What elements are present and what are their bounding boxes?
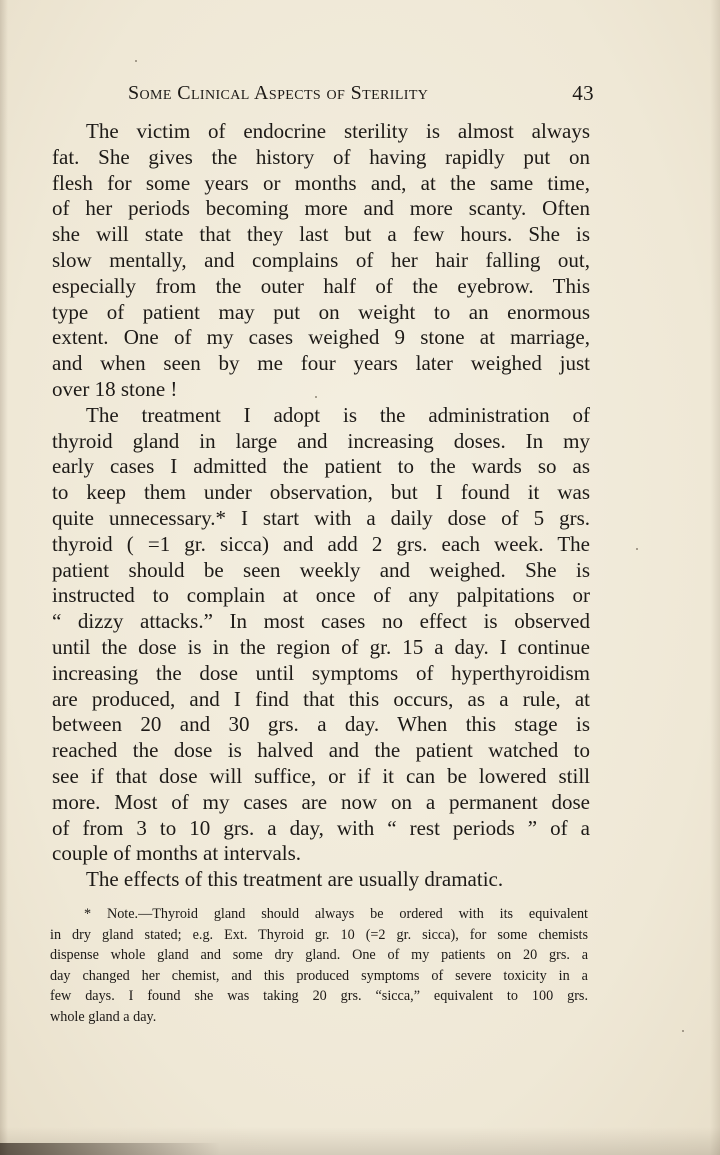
body-line: and when seen by me four years later weighed just [52, 351, 590, 376]
page-left-shadow [0, 0, 8, 1155]
body-line: The victim of endocrine sterility is almost always [86, 119, 590, 143]
body-line: quite unnecessary.* I start with a daily dose of 5 grs. [52, 505, 590, 530]
body-line: are produced, and I find that this occurs, as a rule, at [52, 686, 590, 711]
body-line: of from 3 to 10 grs. a day, with “ rest periods ” of a [52, 815, 590, 840]
footnote-line: whole gland a day. [50, 1008, 157, 1025]
body-line: see if that dose will suffice, or if it can be lowered still [52, 763, 590, 788]
body-line: “ dizzy attacks.” In most cases no effect is observed [52, 609, 590, 634]
body-line: she will state that they last but a few hours. She is [52, 222, 590, 247]
body-line: instructed to complain at once of any palpitations or [52, 583, 590, 608]
body-line: more. Most of my cases are now on a permanent dose [52, 789, 590, 814]
body-line: The effects of this treatment are usually dramatic. [86, 867, 504, 892]
footnote [50, 904, 588, 1028]
paper-speck [636, 548, 638, 550]
page-corner-shadow [0, 1143, 220, 1155]
body-line: increasing the dose until symptoms of hyperthyroidism [52, 660, 590, 685]
body-line: slow mentally, and complains of her hair falling out, [52, 247, 590, 272]
body-line: reached the dose is halved and the patient watched to [52, 738, 590, 763]
body-text [52, 119, 590, 893]
running-header [128, 78, 596, 108]
paper-speck [135, 60, 137, 62]
body-line: over 18 stone ! [52, 376, 178, 401]
body-line: especially from the outer half of the eyebrow. This [52, 273, 590, 298]
body-line: The treatment I adopt is the administration of [86, 402, 590, 427]
footnote-line: day changed her chemist, and this produced symptoms of severe toxicity in a [50, 967, 588, 984]
page-right-shadow [710, 0, 720, 1155]
footnote-line: few days. I found she was taking 20 grs. “sicca,” equivalent to 100 grs. [50, 988, 588, 1005]
body-line: until the dose is in the region of gr. 15 a day. I continue [52, 634, 590, 659]
body-line: thyroid gland in large and increasing doses. In my [52, 428, 590, 453]
body-line: between 20 and 30 grs. a day. When this stage is [52, 712, 590, 737]
body-line: type of patient may put on weight to an enormous [52, 299, 590, 324]
paper-speck [682, 1030, 684, 1032]
body-line: extent. One of my cases weighed 9 stone at marriage, [52, 325, 590, 350]
footnote-line: in dry gland stated; e.g. Ext. Thyroid gr. 10 (=2 gr. sicca), for some chemists [50, 926, 588, 943]
body-line: of her periods becoming more and more scanty. Often [52, 196, 590, 221]
body-line: thyroid ( =1 gr. sicca) and add 2 grs. each week. The [52, 531, 590, 556]
footnote-line: dispense whole gland and some dry gland. One of my patients on 20 grs. a [50, 947, 588, 964]
body-line: flesh for some years or months and, at the same time, [52, 170, 590, 195]
footnote-line: * Note.—Thyroid gland should always be ordered with its equivalent [84, 906, 588, 922]
body-line: early cases I admitted the patient to the wards so as [52, 454, 590, 479]
page-number: 43 [572, 81, 594, 105]
running-title: Some Clinical Aspects of Sterility [128, 82, 429, 104]
body-line: fat. She gives the history of having rapidly put on [52, 144, 590, 169]
body-line: to keep them under observation, but I found it was [52, 480, 590, 505]
body-line: patient should be seen weekly and weighed. She is [52, 557, 590, 582]
body-line: couple of months at intervals. [52, 841, 302, 866]
